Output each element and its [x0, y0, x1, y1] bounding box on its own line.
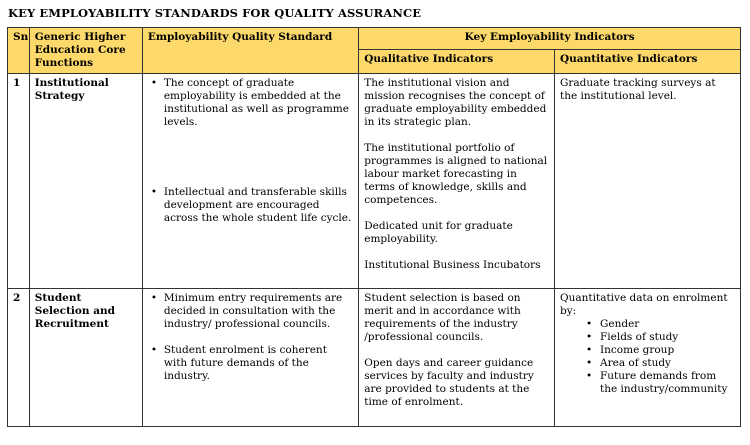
row-qualitative — [359, 74, 555, 289]
row-standards — [142, 289, 358, 427]
row-standards — [142, 74, 358, 289]
quantitative-item: • Gender — [586, 318, 735, 331]
standards-table — [7, 27, 741, 427]
standard-item: • Intellectual and transferable skills development are encouraged across the whole student life cycle. — [148, 186, 353, 225]
quantitative-item: • Fields of study — [586, 331, 735, 344]
qualitative-item: Student selection is based on merit and in accordance with requirements of the industry /professional councils. — [364, 292, 521, 343]
qualitative-item: Dedicated unit for graduate employability. — [364, 220, 513, 245]
qualitative-item: The institutional portfolio of programmes is aligned to national labour market forecasting in terms of knowledge, skills and competences. — [364, 142, 548, 206]
header-row — [8, 28, 741, 50]
row-sn: 2 — [8, 289, 30, 427]
quantitative-item: • Area of study — [586, 357, 735, 370]
row-sn: 1 — [8, 74, 30, 289]
quantitative-item: • Future demands from the industry/community — [586, 370, 735, 396]
table-row — [8, 289, 741, 427]
qualitative-item: Institutional Business Incubators — [364, 259, 541, 271]
row-function: Student Selection and Recruitment — [29, 289, 142, 427]
header-qualitative: Qualitative Indicators — [359, 50, 555, 74]
quantitative-item: • Income group — [586, 344, 735, 357]
header-quantitative: Quantitative Indicators — [555, 50, 741, 74]
header-sn: Sn — [8, 28, 30, 74]
standard-item: • Student enrolment is coherent with future demands of the industry. — [148, 344, 353, 383]
qualitative-item: Open days and career guidance services by faculty and industry are provided to students at the time of enrolment. — [364, 357, 534, 408]
table-row — [8, 74, 741, 289]
row-quantitative — [555, 74, 741, 289]
standard-item: • The concept of graduate employability is embedded at the institutional as well as programme levels. — [148, 77, 353, 129]
header-standard: Employability Quality Standard — [142, 28, 358, 74]
header-functions: Generic Higher Education Core Functions — [29, 28, 142, 74]
quantitative-intro: Quantitative data on enrolment by: — [560, 292, 728, 317]
standard-item: • Minimum entry requirements are decided in consultation with the industry/ professional councils. — [148, 292, 353, 331]
row-function: Institutional Strategy — [29, 74, 142, 289]
row-quantitative — [555, 289, 741, 427]
qualitative-item: The institutional vision and mission recognises the concept of graduate employability embedded in its strategic plan. — [364, 77, 547, 128]
row-qualitative — [359, 289, 555, 427]
header-indicators: Key Employability Indicators — [359, 28, 741, 50]
document-title: KEY EMPLOYABILITY STANDARDS FOR QUALITY ASSURANCE — [8, 6, 422, 20]
quantitative-intro: Graduate tracking surveys at the institutional level. — [560, 77, 716, 102]
